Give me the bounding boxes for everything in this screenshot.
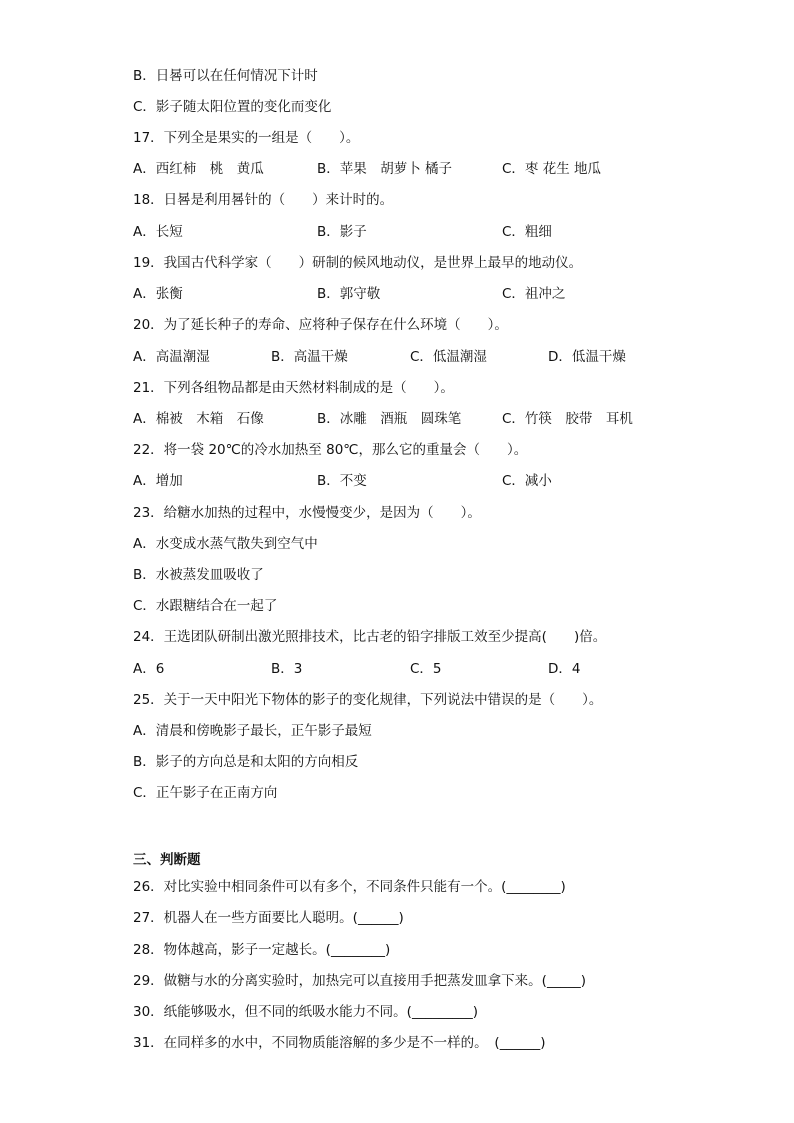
q23-option-b: B．水被蒸发皿吸收了 bbox=[133, 567, 264, 583]
q24-option-d: D．4 bbox=[548, 661, 581, 677]
q25-option-a: A．清晨和傍晚影子最长，正午影子最短 bbox=[133, 723, 372, 739]
q17-option-c: C．枣 花生 地瓜 bbox=[502, 161, 602, 177]
q19-option-a: A．张衡 bbox=[133, 286, 183, 302]
q18-option-c: C．粗细 bbox=[502, 224, 552, 240]
q16-option-b: B．日晷可以在任何情况下计时 bbox=[133, 68, 318, 84]
question-22: 22．将一袋 20℃的冷水加热至 80℃，那么它的重量会（ ）。 bbox=[133, 442, 528, 458]
q24-option-a: A．6 bbox=[133, 661, 165, 677]
judgment-item-29: 29．做糖与水的分离实验时，加热完可以直接用手把蒸发皿拿下来。(_____) bbox=[133, 973, 586, 989]
q22-option-b: B．不变 bbox=[317, 473, 367, 489]
q19-option-c: C．祖冲之 bbox=[502, 286, 566, 302]
judgment-item-31: 31．在同样多的水中，不同物质能溶解的多少是不一样的。 (______) bbox=[133, 1035, 546, 1051]
q21-option-a: A．棉被 木箱 石像 bbox=[133, 411, 264, 427]
q20-option-a: A．高温潮湿 bbox=[133, 349, 210, 365]
question-24: 24．王选团队研制出激光照排技术，比古老的铅字排版工效至少提高( )倍。 bbox=[133, 629, 607, 645]
q22-option-a: A．增加 bbox=[133, 473, 183, 489]
question-21: 21．下列各组物品都是由天然材料制成的是（ ）。 bbox=[133, 380, 454, 396]
q23-option-c: C．水跟糖结合在一起了 bbox=[133, 598, 278, 614]
q18-option-b: B．影子 bbox=[317, 224, 367, 240]
judgment-item-26: 26．对比实验中相同条件可以有多个，不同条件只能有一个。(________) bbox=[133, 879, 566, 895]
q21-option-b: B．冰雕 酒瓶 圆珠笔 bbox=[317, 411, 462, 427]
judgment-item-27: 27．机器人在一些方面要比人聪明。(______) bbox=[133, 910, 404, 926]
q21-option-c: C．竹筷 胶带 耳机 bbox=[502, 411, 633, 427]
q20-option-c: C．低温潮湿 bbox=[410, 349, 487, 365]
q17-option-a: A．西红柿 桃 黄瓜 bbox=[133, 161, 264, 177]
q20-option-b: B．高温干燥 bbox=[271, 349, 348, 365]
q19-option-b: B．郭守敬 bbox=[317, 286, 381, 302]
q16-option-c: C．影子随太阳位置的变化而变化 bbox=[133, 99, 332, 115]
question-23: 23．给糖水加热的过程中，水慢慢变少，是因为（ ）。 bbox=[133, 505, 481, 521]
q18-option-a: A．长短 bbox=[133, 224, 183, 240]
question-20: 20．为了延长种子的寿命、应将种子保存在什么环境（ ）。 bbox=[133, 317, 508, 333]
q24-option-c: C．5 bbox=[410, 661, 442, 677]
question-25: 25．关于一天中阳光下物体的影子的变化规律，下列说法中错误的是（ ）。 bbox=[133, 692, 603, 708]
q24-option-b: B．3 bbox=[271, 661, 303, 677]
q20-option-d: D．低温干燥 bbox=[548, 349, 626, 365]
q25-option-c: C．正午影子在正南方向 bbox=[133, 785, 278, 801]
judgment-item-30: 30．纸能够吸水，但不同的纸吸水能力不同。(_________) bbox=[133, 1004, 478, 1020]
q25-option-b: B．影子的方向总是和太阳的方向相反 bbox=[133, 754, 359, 770]
question-17: 17．下列全是果实的一组是（ ）。 bbox=[133, 130, 360, 146]
question-18: 18．日晷是利用晷针的（ ）来计时的。 bbox=[133, 192, 394, 208]
q23-option-a: A．水变成水蒸气散失到空气中 bbox=[133, 536, 318, 552]
section-title-judgment: 三、判断题 bbox=[133, 852, 201, 868]
judgment-item-28: 28．物体越高，影子一定越长。(________) bbox=[133, 942, 391, 958]
q22-option-c: C．减小 bbox=[502, 473, 552, 489]
q17-option-b: B．苹果 胡萝卜 橘子 bbox=[317, 161, 453, 177]
question-19: 19．我国古代科学家（ ）研制的候风地动仪，是世界上最早的地动仪。 bbox=[133, 255, 583, 271]
